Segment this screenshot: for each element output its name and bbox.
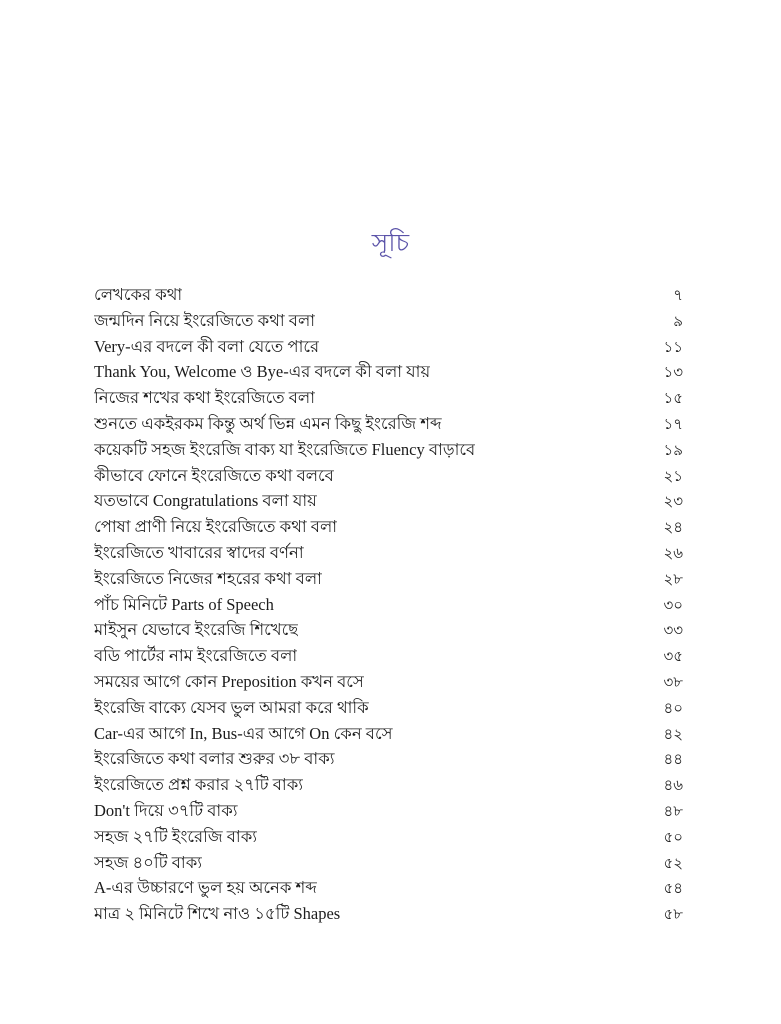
table-of-contents-list [94,282,683,927]
toc-entry-label: পাঁচ মিনিটে Parts of Speech [94,594,274,614]
toc-entry[interactable] [94,617,683,643]
toc-entry[interactable] [94,514,683,540]
toc-entry-label: Thank You, Welcome ও Bye-এর বদলে কী বলা যায় [94,362,431,382]
toc-entry[interactable] [94,540,683,566]
toc-entry-page-number: ১৭ [663,416,683,433]
toc-entry-label: Don't দিয়ে ৩৭টি বাক্য [94,800,238,820]
toc-entry-page-number: ৩০ [663,597,683,614]
toc-entry-label: বডি পার্টের নাম ইংরেজিতে বলা [94,646,298,666]
toc-entry[interactable] [94,308,683,334]
toc-entry-label: Car-এর আগে In, Bus-এর আগে On কেন বসে [94,723,393,743]
toc-entry-page-number: ৪৬ [663,778,683,795]
toc-entry-page-number: ৯ [673,313,683,330]
toc-entry-page-number: ২৮ [663,571,683,588]
toc-entry[interactable] [94,592,683,618]
page-title: সূচি [371,230,410,257]
toc-entry-label: ইংরেজিতে নিজের শহরের কথা বলা [94,568,322,588]
toc-entry-label: মাত্র ২ মিনিটে শিখে নাও ১৫টি Shapes [94,904,341,924]
toc-entry[interactable] [94,824,683,850]
toc-entry[interactable] [94,875,683,901]
toc-entry[interactable] [94,695,683,721]
toc-entry[interactable] [94,437,683,463]
toc-entry-page-number: ৩৩ [663,623,683,640]
toc-entry-page-number: ৪০ [663,700,683,717]
toc-entry-page-number: ২৬ [663,545,683,562]
toc-entry-page-number: ১১ [663,339,683,356]
toc-entry-label: কয়েকটি সহজ ইংরেজি বাক্য যা ইংরেজিতে Fluency বাড়াবে [94,439,476,459]
toc-entry-label: ইংরেজি বাক্যে যেসব ভুল আমরা করে থাকি [94,697,369,717]
toc-entry-label: লেখকের কথা [94,285,183,304]
toc-entry-page-number: ২৩ [663,494,683,511]
toc-entry-label: সহজ ৪০টি বাক্য [94,852,203,872]
toc-entry-label: শুনতে একইরকম কিন্তু অর্থ ভিন্ন এমন কিছু ইংরেজি শব্দ [94,413,442,433]
toc-entry-label: ইংরেজিতে প্রশ্ন করার ২৭টি বাক্য [94,775,304,795]
toc-entry-label: ইংরেজিতে কথা বলার শুরুর ৩৮ বাক্য [94,749,335,769]
toc-entry-page-number: ২৪ [663,520,683,537]
toc-entry-page-number: ১৫ [663,391,683,408]
toc-entry[interactable] [94,488,683,514]
toc-entry[interactable] [94,901,683,927]
toc-entry[interactable] [94,746,683,772]
toc-entry[interactable] [94,772,683,798]
toc-entry-page-number: ৩৫ [663,649,683,666]
toc-entry-page-number: ৫০ [663,829,683,846]
toc-entry-page-number: ১৯ [663,442,683,459]
toc-entry-label: নিজের শখের কথা ইংরেজিতে বলা [94,388,316,408]
toc-entry-label: কীভাবে ফোনে ইংরেজিতে কথা বলবে [94,465,334,485]
toc-entry-label: সহজ ২৭টি ইংরেজি বাক্য [94,826,258,846]
toc-entry-page-number: ৩৮ [663,674,683,691]
toc-entry[interactable] [94,669,683,695]
toc-entry[interactable] [94,721,683,747]
toc-entry[interactable] [94,798,683,824]
toc-entry[interactable] [94,850,683,876]
toc-entry-label: যতভাবে Congratulations বলা যায় [94,491,317,511]
toc-entry[interactable] [94,359,683,385]
toc-entry[interactable] [94,643,683,669]
toc-entry-page-number: ৫৮ [663,907,683,924]
toc-entry-label: সময়ের আগে কোন Preposition কখন বসে [94,671,364,691]
toc-entry-label: পোষা প্রাণী নিয়ে ইংরেজিতে কথা বলা [94,517,338,537]
toc-entry-page-number: ১৩ [663,365,683,382]
toc-entry-page-number: ৪২ [663,726,683,743]
toc-entry-page-number: ৫২ [663,855,683,872]
toc-entry-label: ইংরেজিতে খাবারের স্বাদের বর্ণনা [94,542,304,562]
toc-entry-page-number: ৭ [673,288,683,304]
toc-entry[interactable] [94,385,683,411]
toc-entry[interactable] [94,411,683,437]
toc-entry[interactable] [94,282,683,308]
toc-entry-label: জন্মদিন নিয়ে ইংরেজিতে কথা বলা [94,310,316,330]
toc-entry[interactable] [94,566,683,592]
toc-entry[interactable] [94,463,683,489]
toc-entry-label: মাইসুন যেভাবে ইংরেজি শিখেছে [94,620,299,640]
toc-entry-label: A-এর উচ্চারণে ভুল হয় অনেক শব্দ [94,878,317,898]
toc-entry-page-number: ৫৪ [663,881,683,898]
toc-entry-page-number: ৪৮ [663,803,683,820]
toc-entry-label: Very-এর বদলে কী বলা যেতে পারে [94,336,320,356]
toc-entry-page-number: ২১ [663,468,683,485]
toc-entry-page-number: ৪৪ [663,752,683,769]
toc-entry[interactable] [94,334,683,360]
